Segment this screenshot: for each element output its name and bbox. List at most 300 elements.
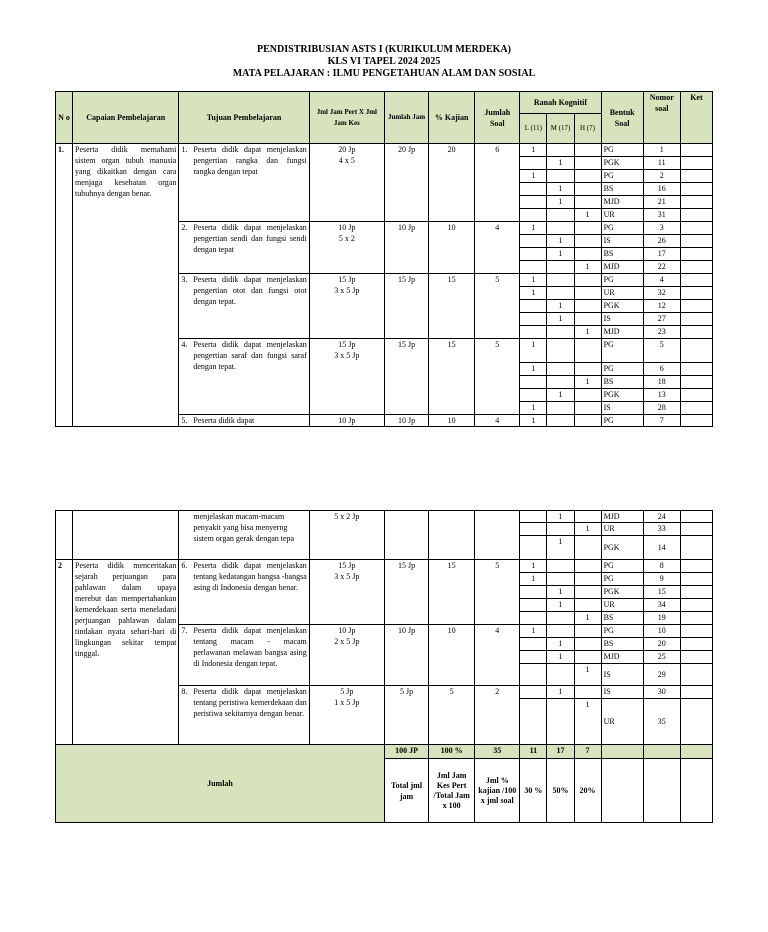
ranah-m-cell xyxy=(547,261,574,274)
ranah-l-cell xyxy=(520,523,547,536)
tp-text: Peserta didik dapat menjelaskan tentang macam - macam perlawanan melawan bangsa asing di Indonesia dengan tepat. xyxy=(193,626,307,668)
jml-jam-pert-cell xyxy=(309,415,384,427)
jumlah-jam-cell: 15 Jp xyxy=(384,274,428,339)
jam-formula: 2 x 5 Jp xyxy=(334,637,360,646)
nomor-soal-cell: 30 xyxy=(643,686,680,699)
ranah-l-cell xyxy=(520,326,547,339)
nomor-soal-cell: 9 xyxy=(643,573,680,586)
kajian-cell xyxy=(429,511,475,560)
nomor-soal-cell: 32 xyxy=(643,287,680,300)
ranah-m-cell: 1 xyxy=(547,586,574,599)
ranah-h-cell xyxy=(574,363,601,376)
jml-jam-pert-cell xyxy=(309,339,384,415)
ranah-h-cell xyxy=(574,222,601,235)
ket-cell xyxy=(680,144,712,157)
ket-cell xyxy=(680,274,712,287)
ranah-m-cell xyxy=(547,699,574,745)
nomor-soal-cell: 22 xyxy=(643,261,680,274)
ranah-h-cell xyxy=(574,183,601,196)
ranah-h-cell xyxy=(574,402,601,415)
nomor-soal-cell: 28 xyxy=(643,402,680,415)
total-jml-jam-label: Total jml jam xyxy=(384,759,428,823)
ranah-m-cell: 1 xyxy=(547,599,574,612)
bentuk-soal-cell: BS xyxy=(601,248,643,261)
ket-cell xyxy=(680,511,712,523)
ranah-m-cell: 1 xyxy=(547,389,574,402)
ranah-l-cell: 1 xyxy=(520,287,547,300)
jam-formula: 4 x 5 xyxy=(338,156,355,165)
nomor-soal-cell: 24 xyxy=(643,511,680,523)
nomor-soal-cell: 3 xyxy=(643,222,680,235)
ket-cell xyxy=(680,599,712,612)
header-jml-jam-pert: Jml Jam Pert X Jml Jam Kes xyxy=(309,92,384,144)
ranah-h-cell xyxy=(574,415,601,427)
ranah-l-cell xyxy=(520,183,547,196)
ket-cell xyxy=(680,699,712,745)
pct-h: 20% xyxy=(574,759,601,823)
tp-text: Peserta didik dapat menjelaskan pengertian saraf dan fungsi saraf dengan tepat. xyxy=(193,340,307,371)
ranah-m-cell xyxy=(547,376,574,389)
ranah-l-cell xyxy=(520,699,547,745)
ranah-l-cell: 1 xyxy=(520,170,547,183)
tp-number: 5. xyxy=(181,416,188,425)
bentuk-soal-cell: UR xyxy=(601,287,643,300)
nomor-soal-cell: 2 xyxy=(643,170,680,183)
ranah-l-cell xyxy=(520,536,547,560)
ranah-l-cell xyxy=(520,586,547,599)
bentuk-soal-cell: BS xyxy=(601,183,643,196)
header-ranah-kognitif: Ranah Kognitif xyxy=(520,92,601,114)
nomor-soal-cell: 1 xyxy=(643,144,680,157)
ranah-m-cell: 1 xyxy=(547,157,574,170)
header-ket: Ket xyxy=(680,92,712,144)
kajian-cell: 10 xyxy=(429,415,475,427)
ranah-h-cell xyxy=(574,586,601,599)
ket-cell xyxy=(680,196,712,209)
ket-cell xyxy=(680,415,712,427)
bentuk-soal-cell: PGK xyxy=(601,586,643,599)
ranah-l-cell: 1 xyxy=(520,625,547,638)
ranah-l-cell xyxy=(520,511,547,523)
header-nomor-soal: Nomor soal xyxy=(643,92,680,144)
ranah-m-cell: 1 xyxy=(547,300,574,313)
kajian-cell: 10 xyxy=(429,625,475,686)
jam-total: 10 Jp xyxy=(338,223,356,232)
cp-number: 2 xyxy=(56,560,73,745)
tp-text: Peserta didik dapat menjelaskan pengertian rangka dan fungsi rangka dengan tepat xyxy=(193,145,307,176)
ranah-l-cell: 1 xyxy=(520,573,547,586)
jam-total: 10 Jp xyxy=(338,626,356,635)
ranah-m-cell: 1 xyxy=(547,686,574,699)
ket-cell xyxy=(680,248,712,261)
total-l: 11 xyxy=(520,745,547,759)
jumlah-jam-cell: 5 Jp xyxy=(384,686,428,745)
bentuk-soal-cell: UR xyxy=(601,599,643,612)
ranah-m-cell xyxy=(547,363,574,376)
tp-number: 6. xyxy=(181,561,188,570)
table-row xyxy=(56,144,713,157)
bentuk-soal-cell: PG xyxy=(601,339,643,363)
capaian-pembelajaran-cell: Peserta didik menceritakan sejarah perjuangan para pahlawan dalam upaya merebut dan mempertahankan kemerdekaan serta meneladani perjuangan pahlawan dalam tindakan nyata sehari-hari di lingkungan sekitar tempat tinggal. xyxy=(73,560,179,745)
header-m: M (17) xyxy=(547,114,574,144)
table-row xyxy=(56,560,713,573)
ket-cell xyxy=(680,625,712,638)
ranah-l-cell xyxy=(520,389,547,402)
jam-formula: 5 x 2 Jp xyxy=(309,511,384,560)
bentuk-soal-cell: PG xyxy=(601,170,643,183)
ranah-l-cell: 1 xyxy=(520,415,547,427)
ranah-m-cell: 1 xyxy=(547,651,574,664)
jumlah-jam-cell: 10 Jp xyxy=(384,415,428,427)
bentuk-soal-cell: MJD xyxy=(601,511,643,523)
jumlah-jam-cell xyxy=(384,511,428,560)
jml-jam-pert-cell xyxy=(309,625,384,686)
ranah-h-cell xyxy=(574,536,601,560)
ranah-h-cell: 1 xyxy=(574,523,601,536)
ket-cell xyxy=(680,339,712,363)
ranah-l-cell: 1 xyxy=(520,222,547,235)
tp-text: Peserta didik dapat menjelaskan tentang kedatangan bangsa -bangsa asing di Indonesia dengan benar. xyxy=(193,561,307,592)
jumlah-jam-cell: 10 Jp xyxy=(384,625,428,686)
ranah-m-cell: 1 xyxy=(547,313,574,326)
ranah-h-cell xyxy=(574,313,601,326)
ket-cell xyxy=(680,402,712,415)
nomor-soal-cell: 10 xyxy=(643,625,680,638)
kajian-cell: 15 xyxy=(429,560,475,625)
bentuk-soal-cell: UR xyxy=(601,699,643,745)
nomor-soal-cell: 35 xyxy=(643,699,680,745)
ranah-l-cell xyxy=(520,157,547,170)
jml-jam-kes-label: Jml Jam Kes Pert /Total Jam x 100 xyxy=(429,759,475,823)
nomor-soal-cell: 23 xyxy=(643,326,680,339)
jumlah-soal-cell: 6 xyxy=(475,144,520,222)
ket-cell xyxy=(680,612,712,625)
ranah-m-cell: 1 xyxy=(547,235,574,248)
nomor-soal-cell: 6 xyxy=(643,363,680,376)
ket-cell xyxy=(680,664,712,686)
total-kajian: 100 % xyxy=(429,745,475,759)
ranah-l-cell: 1 xyxy=(520,339,547,363)
header-l: L (11) xyxy=(520,114,547,144)
nomor-soal-cell: 29 xyxy=(643,664,680,686)
capaian-pembelajaran-cell xyxy=(73,511,179,560)
tp-number: 3. xyxy=(181,275,188,284)
bentuk-soal-cell: PG xyxy=(601,625,643,638)
ranah-l-cell xyxy=(520,651,547,664)
ket-cell xyxy=(680,183,712,196)
ket-cell xyxy=(680,261,712,274)
ket-cell xyxy=(680,638,712,651)
tp-text: Peserta didik dapat menjelaskan pengertian otot dan fungsi otot dengan tepat. xyxy=(193,275,307,306)
tujuan-pembelajaran-cell xyxy=(179,144,309,222)
ket-cell xyxy=(680,560,712,573)
jam-formula: 5 x 2 xyxy=(338,234,355,243)
nomor-soal-cell: 8 xyxy=(643,560,680,573)
bentuk-soal-cell: PGK xyxy=(601,536,643,560)
ket-cell xyxy=(680,536,712,560)
ranah-m-cell: 1 xyxy=(547,536,574,560)
nomor-soal-cell: 13 xyxy=(643,389,680,402)
ranah-m-cell xyxy=(547,339,574,363)
bentuk-soal-cell: UR xyxy=(601,209,643,222)
tp-number: 7. xyxy=(181,626,188,635)
tp-text: menjelaskan macam-macam penyakit yang bisa menyerng sistem organ gerak dengan tepa xyxy=(193,512,295,543)
ranah-m-cell xyxy=(547,144,574,157)
tp-text: Peserta didik dapat menjelaskan pengertian sendi dan fungsi sendi dengan tepat xyxy=(193,223,307,254)
ranah-l-cell xyxy=(520,209,547,222)
doc-title-line2: KLS VI TAPEL 2024 2025 xyxy=(327,56,441,67)
ket-cell xyxy=(680,235,712,248)
ket-cell xyxy=(680,376,712,389)
total-h: 7 xyxy=(574,745,601,759)
jumlah-soal-cell: 2 xyxy=(475,686,520,745)
ket-cell xyxy=(680,209,712,222)
nomor-soal-cell: 12 xyxy=(643,300,680,313)
tp-text: Peserta didik dapat menjelaskan tentang peristiwa kemerdekaan dan peristiwa sekitarnya dengan benar. xyxy=(193,687,307,718)
ranah-m-cell: 1 xyxy=(547,638,574,651)
ranah-h-cell xyxy=(574,560,601,573)
nomor-soal-cell: 18 xyxy=(643,376,680,389)
nomor-soal-cell: 16 xyxy=(643,183,680,196)
jumlah-soal-cell: 4 xyxy=(475,415,520,427)
header-no: N o xyxy=(56,92,73,144)
jml-jam-pert-cell xyxy=(309,560,384,625)
ranah-l-cell xyxy=(520,376,547,389)
header-h: H (7) xyxy=(574,114,601,144)
ranah-h-cell: 1 xyxy=(574,326,601,339)
nomor-soal-cell: 15 xyxy=(643,586,680,599)
jml-jam-pert-cell xyxy=(309,274,384,339)
ranah-l-cell: 1 xyxy=(520,402,547,415)
kajian-cell: 20 xyxy=(429,144,475,222)
ranah-m-cell xyxy=(547,326,574,339)
bentuk-soal-cell: MJD xyxy=(601,326,643,339)
total-m: 17 xyxy=(547,745,574,759)
ranah-m-cell: 1 xyxy=(547,511,574,523)
ranah-m-cell: 1 xyxy=(547,196,574,209)
tujuan-pembelajaran-cell xyxy=(179,686,309,745)
ranah-m-cell xyxy=(547,523,574,536)
jumlah-soal-cell: 4 xyxy=(475,625,520,686)
tp-number: 2. xyxy=(181,223,188,232)
tp-number: 8. xyxy=(181,687,188,696)
jumlah-soal-cell: 5 xyxy=(475,560,520,625)
ket-cell xyxy=(680,523,712,536)
bentuk-soal-cell: PGK xyxy=(601,389,643,402)
ranah-h-cell xyxy=(574,573,601,586)
ranah-m-cell xyxy=(547,209,574,222)
nomor-soal-cell: 25 xyxy=(643,651,680,664)
ranah-l-cell: 1 xyxy=(520,363,547,376)
nomor-soal-cell: 20 xyxy=(643,638,680,651)
ranah-m-cell xyxy=(547,402,574,415)
ranah-h-cell xyxy=(574,651,601,664)
ket-cell xyxy=(680,300,712,313)
total-soal: 35 xyxy=(475,745,520,759)
ranah-l-cell xyxy=(520,261,547,274)
bentuk-soal-cell: PG xyxy=(601,144,643,157)
bentuk-soal-cell: MJD xyxy=(601,196,643,209)
ranah-h-cell xyxy=(574,638,601,651)
jam-formula: 3 x 5 Jp xyxy=(334,351,360,360)
nomor-soal-cell: 7 xyxy=(643,415,680,427)
jumlah-soal-cell: 5 xyxy=(475,274,520,339)
jam-total: 15 Jp xyxy=(338,340,356,349)
pct-m: 50% xyxy=(547,759,574,823)
ranah-m-cell xyxy=(547,170,574,183)
pct-l: 30 % xyxy=(520,759,547,823)
ranah-h-cell: 1 xyxy=(574,261,601,274)
bentuk-soal-cell: UR xyxy=(601,523,643,536)
tujuan-pembelajaran-cell xyxy=(179,625,309,686)
ket-cell xyxy=(680,157,712,170)
jumlah-jam-cell: 10 Jp xyxy=(384,222,428,274)
header-jumlah-jam: Jumlah Jam xyxy=(384,92,428,144)
ranah-h-cell: 1 xyxy=(574,376,601,389)
ket-cell xyxy=(680,586,712,599)
ranah-h-cell xyxy=(574,196,601,209)
header-jumlah-soal: Jumlah Soal xyxy=(475,92,520,144)
bentuk-soal-cell: PG xyxy=(601,415,643,427)
ket-cell xyxy=(680,389,712,402)
ranah-m-cell xyxy=(547,415,574,427)
tujuan-pembelajaran-cell xyxy=(179,339,309,415)
bentuk-soal-cell: IS xyxy=(601,313,643,326)
header-bentuk-soal: Bentuk Soal xyxy=(601,92,643,144)
jam-total: 10 Jp xyxy=(338,416,356,425)
nomor-soal-cell: 27 xyxy=(643,313,680,326)
jam-formula: 3 x 5 Jp xyxy=(334,286,360,295)
bentuk-soal-cell: BS xyxy=(601,612,643,625)
ket-cell xyxy=(680,686,712,699)
ranah-l-cell xyxy=(520,612,547,625)
ket-cell xyxy=(680,651,712,664)
doc-title-line1: PENDISTRIBUSIAN ASTS I (KURIKULUM MERDEKA) xyxy=(257,44,511,55)
ranah-m-cell xyxy=(547,287,574,300)
jumlah-jam-cell: 20 Jp xyxy=(384,144,428,222)
ranah-m-cell xyxy=(547,612,574,625)
ranah-l-cell xyxy=(520,248,547,261)
ranah-l-cell xyxy=(520,196,547,209)
ranah-m-cell xyxy=(547,573,574,586)
ranah-m-cell: 1 xyxy=(547,248,574,261)
ranah-h-cell xyxy=(574,287,601,300)
jam-total: 20 Jp xyxy=(338,145,356,154)
nomor-soal-cell: 31 xyxy=(643,209,680,222)
nomor-soal-cell: 21 xyxy=(643,196,680,209)
bentuk-soal-cell: PG xyxy=(601,274,643,287)
ket-cell xyxy=(680,326,712,339)
tujuan-pembelajaran-cell xyxy=(179,560,309,625)
ranah-h-cell xyxy=(574,157,601,170)
ranah-l-cell xyxy=(520,664,547,686)
nomor-soal-cell: 11 xyxy=(643,157,680,170)
ranah-m-cell xyxy=(547,560,574,573)
bentuk-soal-cell: BS xyxy=(601,638,643,651)
ranah-l-cell: 1 xyxy=(520,274,547,287)
jam-formula: 1 x 5 Jp xyxy=(334,698,360,707)
ranah-h-cell xyxy=(574,339,601,363)
nomor-soal-cell: 26 xyxy=(643,235,680,248)
nomor-soal-cell: 4 xyxy=(643,274,680,287)
jam-formula: 3 x 5 Jp xyxy=(334,572,360,581)
ranah-h-cell: 1 xyxy=(574,664,601,686)
tujuan-pembelajaran-cell xyxy=(179,415,309,427)
bentuk-soal-cell: PG xyxy=(601,363,643,376)
ranah-m-cell xyxy=(547,664,574,686)
ranah-l-cell xyxy=(520,300,547,313)
tujuan-pembelajaran-cell xyxy=(179,222,309,274)
bentuk-soal-cell: IS xyxy=(601,235,643,248)
bentuk-soal-cell: PGK xyxy=(601,157,643,170)
ranah-h-cell xyxy=(574,274,601,287)
nomor-soal-cell: 19 xyxy=(643,612,680,625)
ranah-m-cell xyxy=(547,274,574,287)
ranah-h-cell xyxy=(574,599,601,612)
nomor-soal-cell: 5 xyxy=(643,339,680,363)
total-jam: 100 JP xyxy=(384,745,428,759)
tp-number: 1. xyxy=(181,145,188,154)
nomor-soal-cell: 17 xyxy=(643,248,680,261)
cp-number: 1. xyxy=(56,144,73,427)
bentuk-soal-cell: MJD xyxy=(601,261,643,274)
ket-cell xyxy=(680,363,712,376)
cp-number xyxy=(56,511,73,560)
jml-jam-pert-cell xyxy=(309,222,384,274)
ranah-h-cell xyxy=(574,300,601,313)
distribution-table-page2 xyxy=(55,510,713,823)
ranah-m-cell xyxy=(547,625,574,638)
kajian-cell: 10 xyxy=(429,222,475,274)
ranah-l-cell xyxy=(520,638,547,651)
ranah-h-cell xyxy=(574,235,601,248)
jumlah-soal-cell: 4 xyxy=(475,222,520,274)
jam-total: 5 Jp xyxy=(340,687,354,696)
ket-cell xyxy=(680,313,712,326)
header-kajian: % Kajian xyxy=(429,92,475,144)
ranah-m-cell xyxy=(547,222,574,235)
jml-jam-pert-cell xyxy=(309,144,384,222)
ranah-h-cell: 1 xyxy=(574,209,601,222)
ranah-l-cell xyxy=(520,313,547,326)
header-capaian: Capaian Pembelajaran xyxy=(73,92,179,144)
ranah-h-cell xyxy=(574,625,601,638)
jumlah-soal-cell: 5 xyxy=(475,339,520,415)
ket-cell xyxy=(680,170,712,183)
ranah-l-cell xyxy=(520,599,547,612)
bentuk-soal-cell: MJD xyxy=(601,651,643,664)
nomor-soal-cell: 33 xyxy=(643,523,680,536)
ranah-h-cell xyxy=(574,389,601,402)
ranah-h-cell xyxy=(574,170,601,183)
jumlah-soal-cell xyxy=(475,511,520,560)
bentuk-soal-cell: IS xyxy=(601,686,643,699)
bentuk-soal-cell: PG xyxy=(601,222,643,235)
table-row xyxy=(56,511,713,523)
nomor-soal-cell: 34 xyxy=(643,599,680,612)
tp-text: Peserta didik dapat xyxy=(193,416,255,425)
ranah-h-cell xyxy=(574,511,601,523)
bentuk-soal-cell: IS xyxy=(601,664,643,686)
bentuk-soal-cell: BS xyxy=(601,376,643,389)
tp-number: 4. xyxy=(181,340,188,349)
ranah-m-cell: 1 xyxy=(547,183,574,196)
ranah-l-cell xyxy=(520,686,547,699)
ranah-h-cell: 1 xyxy=(574,612,601,625)
jml-kajian-label: Jml % kajian /100 x jml soal xyxy=(475,759,520,823)
kajian-cell: 15 xyxy=(429,274,475,339)
ranah-h-cell: 1 xyxy=(574,699,601,745)
